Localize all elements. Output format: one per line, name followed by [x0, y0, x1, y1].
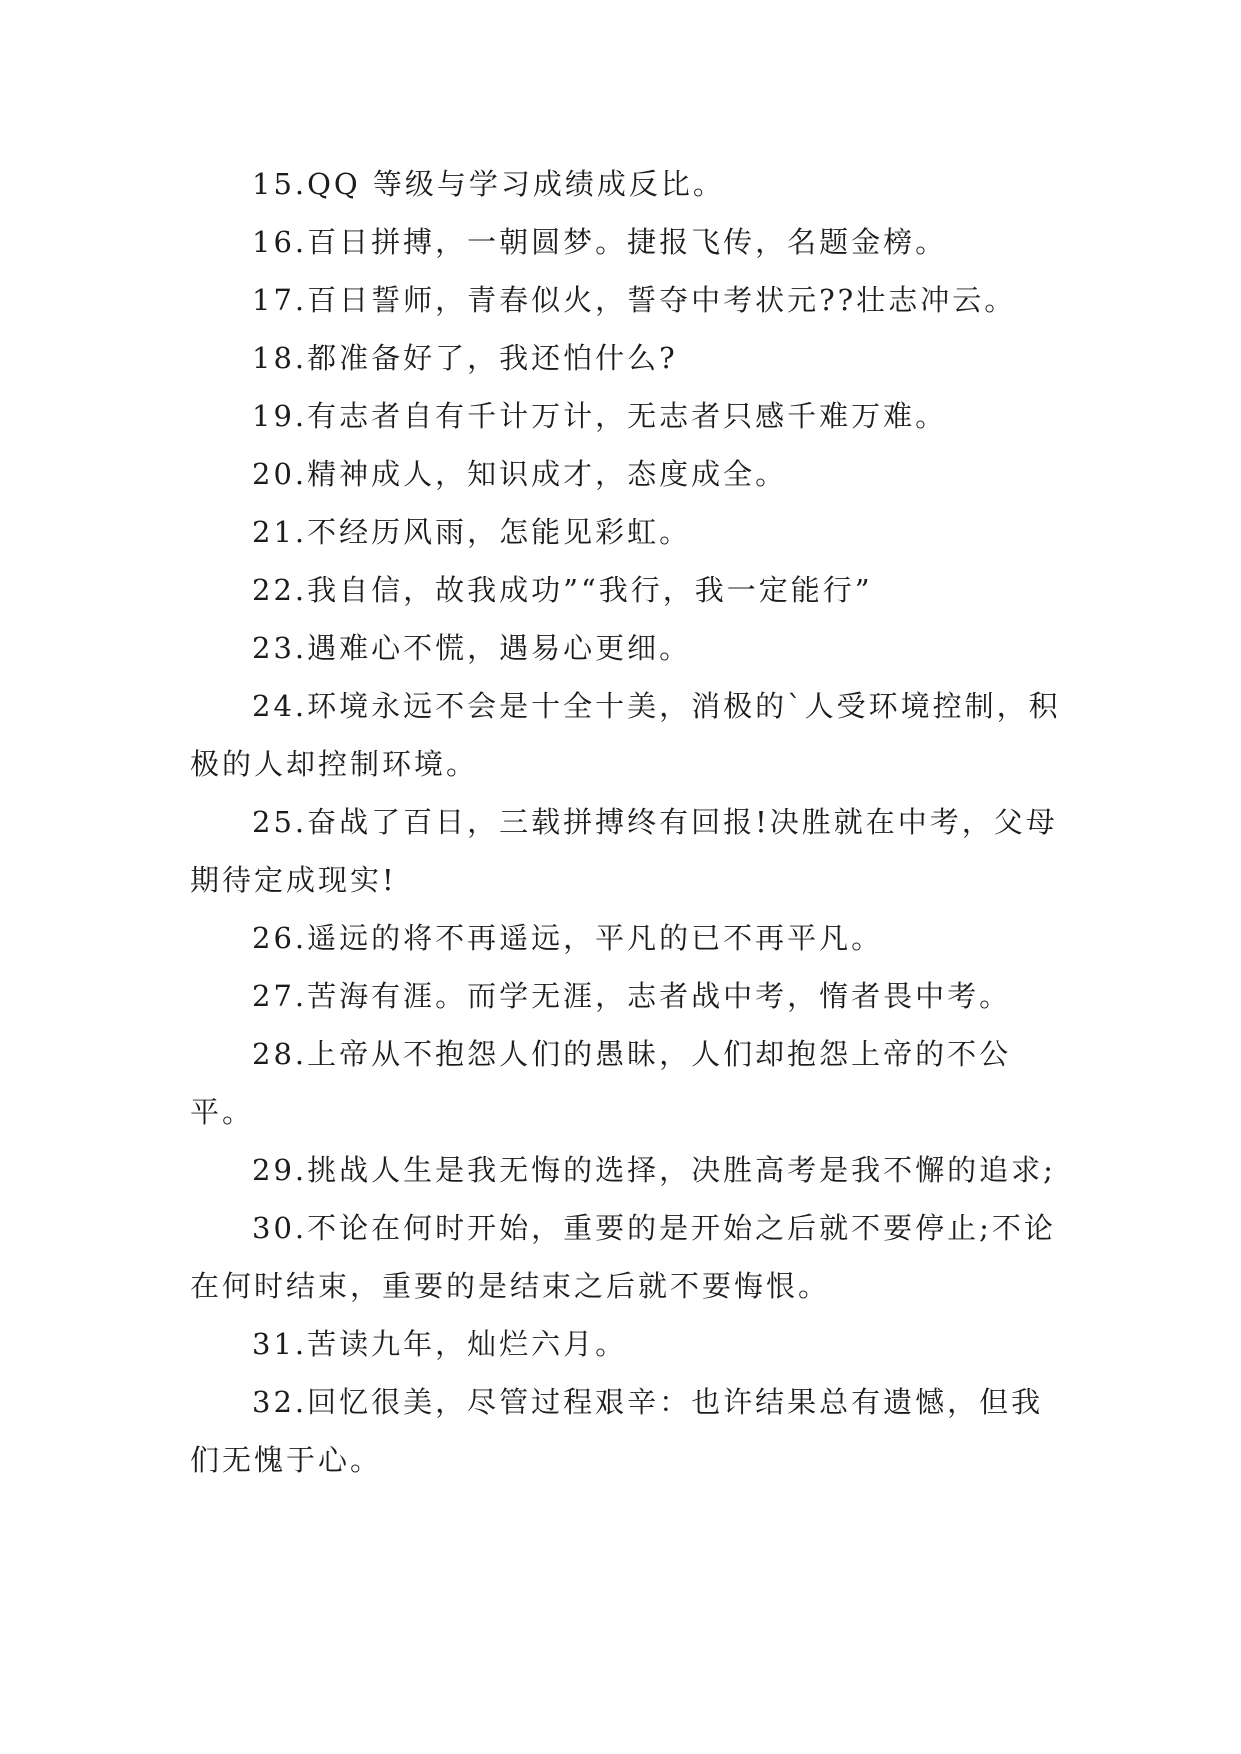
- paragraph-21: 21.不经历风雨，怎能见彩虹。: [252, 515, 692, 549]
- paragraph-22: 22.我自信，故我成功”“我行，我一定能行”: [252, 573, 873, 607]
- paragraph-23: 23.遇难心不慌，遇易心更细。: [252, 631, 692, 665]
- paragraph-17: 17.百日誓师，青春似火，誓夺中考状元??壮志冲云。: [252, 283, 1017, 317]
- paragraph-26: 26.遥远的将不再遥远，平凡的已不再平凡。: [252, 921, 884, 955]
- paragraph-27: 27.苦海有涯。而学无涯，志者战中考，惰者畏中考。: [252, 979, 1012, 1013]
- paragraph-15: 15.QQ 等级与学习成绩成反比。: [252, 167, 725, 201]
- document-body: [190, 155, 1070, 1489]
- paragraph-28: 28.上帝从不抱怨人们的愚昧，人们却抱怨上帝的不公平。: [190, 1037, 1012, 1129]
- paragraph-20: 20.精神成人，知识成才，态度成全。: [252, 457, 788, 491]
- paragraph-18: 18.都准备好了，我还怕什么?: [252, 341, 678, 375]
- paragraph-31: 31.苦读九年，灿烂六月。: [252, 1327, 628, 1361]
- paragraph-30: 30.不论在何时开始，重要的是开始之后就不要停止;不论在何时结束，重要的是结束之后就不要悔恨。: [190, 1211, 1056, 1303]
- paragraph-29: 29.挑战人生是我无悔的选择，决胜高考是我不懈的追求;: [252, 1153, 1056, 1187]
- paragraph-25: 25.奋战了百日，三载拼搏终有回报!决胜就在中考，父母期待定成现实!: [190, 805, 1058, 897]
- paragraph-24: 24.环境永远不会是十全十美，消极的`人受环境控制，积极的人却控制环境。: [190, 689, 1061, 781]
- paragraph-32: 32.回忆很美，尽管过程艰辛：也许结果总有遗憾，但我们无愧于心。: [190, 1385, 1044, 1477]
- paragraph-19: 19.有志者自有千计万计，无志者只感千难万难。: [252, 399, 948, 433]
- paragraph-16: 16.百日拼搏，一朝圆梦。捷报飞传，名题金榜。: [252, 225, 948, 259]
